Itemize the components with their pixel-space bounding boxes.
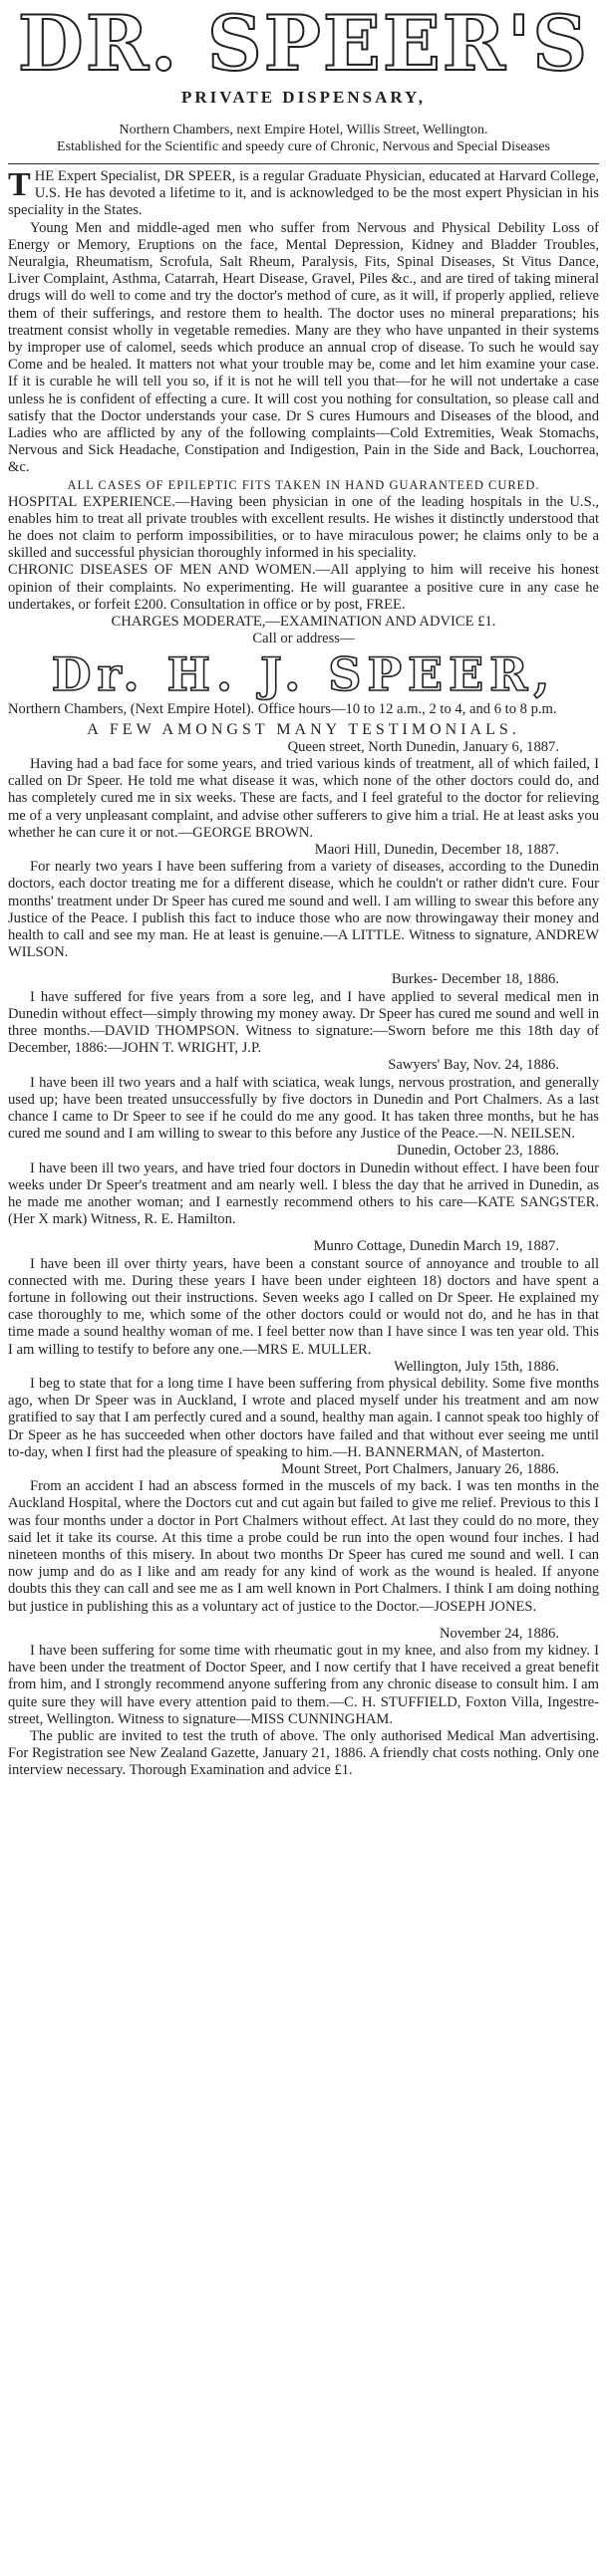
masthead-title: DR. SPEER'S <box>8 4 599 84</box>
address-line: Northern Chambers, next Empire Hotel, Willis Street, Wellington. <box>119 123 488 137</box>
testimonial-3: I have suffered for five years from a sore leg, and I have applied to several medical men in Dunedin without effect—simply throwing my money away. Dr Speer has cured me sound and well in three months.—DAVID THOMPSON. Witness to signature:—Sworn before me this 18th day of December, 1886:—JOHN T. WRIGHT, J.P. <box>8 988 599 1057</box>
chronic-paragraph: CHRONIC DISEASES OF MEN AND WOMEN.—All applying to him will receive his honest opinion of their complaints. No experimenting. He will guarantee a positive cure in any case he undertakes, or forfeit £200. Consultation in office or by post, FREE. <box>8 562 599 613</box>
testimonial-5-place: Dunedin, October 23, 1886. <box>397 1143 559 1159</box>
testimonial-6-place: Munro Cottage, Dunedin March 19, 1887. <box>313 1238 559 1255</box>
established-line: Established for the Scientific and speedy cure of Chronic, Nervous and Special Diseases <box>57 139 550 154</box>
advertisement-column <box>8 0 599 1780</box>
testimonial-7-place: Wellington, July 15th, 1886. <box>394 1358 559 1375</box>
testimonial-5: I have been ill two years, and have tried four doctors in Dunedin without effect. I have been four weeks under Dr Speer's treatment and am nearly well. I bless the day that he arrived in Dunedin, as he made me another woman; and I earnestly recommend others to his care—KATE SANGSTER. (Her X mark) Witness, R. E. Hamilton. <box>8 1159 599 1228</box>
call-line: Call or address— <box>252 631 355 647</box>
intro-paragraph <box>8 168 599 220</box>
testimonial-2-place: Maori Hill, Dunedin, December 18, 1887. <box>314 841 559 858</box>
testimonial-9: I have been suffering for some time with rheumatic gout in my knee, and also from my kidney. I have been under the treatment of Doctor Speer, and I now certify that I have received a great benefit from him, and I strongly recommend anyone suffering from any chronic disease to consult him. I am quite sure they will have every attention paid to them.—C. H. STUFFIELD, Foxton Villa, Ingestre-street, Wellington. Witness to signature—MISS CUNNINGHAM. <box>8 1643 599 1727</box>
office-hours: Northern Chambers, (Next Empire Hotel). Office hours—10 to 12 a.m., 2 to 4, and 6 to 8 p.m. <box>8 701 557 718</box>
testimonial-1: Having had a bad face for some years, and tried various kinds of treatment, all of which failed, I called on Dr Speer. He told me what disease it was, which none of the other doctors could do, and has completely cured me in six weeks. These are facts, and I feel grateful to the doctor for relieving me of a very unpleasant complaint, and advise other sufferers to give him a trial. He at least asks you whether he can cure it or not.—GEORGE BROWN. <box>8 755 599 841</box>
charges-line: CHARGES MODERATE,—EXAMINATION AND ADVICE £1. <box>111 614 496 631</box>
testimonial-8: From an accident I had an abscess formed in the muscels of my back. I was ten months in the Auckland Hospital, where the Doctors cut and cut again but failed to give me relief. Previous to this I was four months under a doctor in Port Chalmers without effect. At last they could do no more, they said let it take its course. At this time a probe could be run into the open wound four inches. I had nineteen months of this misery. In about two months Dr Speer has cured me sound and well. I can now jump and do as I like and am ready for any kind of work as the wound is healed. If anyone doubts this they can call and see me as I am well known in Port Chalmers. I think I am doing nothing but justice in publishing this as a voluntary act of justice to the Doctor.—JOSEPH JONES. <box>8 1478 599 1615</box>
testimonials-heading: A FEW AMONGST MANY TESTIMONIALS. <box>87 720 520 738</box>
testimonial-6: I have been ill over thirty years, have been a constant source of annoyance and trouble to all connected with me. During these years I have been under eighteen 18) doctors and have spent a fortune in following out their instructions. Seven weeks ago I called on Dr Speer. He explained my case thoroughly to me, which some of the other doctors could or would not do, and he has in that time made a sound healthy woman of me. I feel better now than I have since I was ten year old. This I am willing to testify to before any one.—MRS E. MULLER. <box>8 1255 599 1358</box>
testimonial-2: For nearly two years I have been suffering from a variety of diseases, according to the Dunedin doctors, each doctor treating me for a different disease, which he couldn't or rather didn't cure. Four months' treatment under Dr Speer has cured me sound and well. I am willing to swear this before any Justice of the Peace. I publish this fact to induce those who are now throwingaway their money and health to call and see my man. He at least is genuine.—A LITTLE. Witness to signature, ANDREW WILSON. <box>8 859 599 961</box>
testimonial-8-place: Mount Street, Port Chalmers, January 26, 1886. <box>281 1461 559 1478</box>
divider <box>8 163 599 164</box>
subtitle: PRIVATE DISPENSARY, <box>180 88 427 107</box>
testimonial-1-place: Queen street, North Dunedin, January 6, 1887. <box>287 738 559 755</box>
conditions-paragraph: Young Men and middle-aged men who suffer from Nervous and Physical Debility Loss of Energy or Memory, Eruptions on the face, Mental Depression, Kidney and Bladder Troubles, Neuralgia, Rheumatism, Scrofula, Salt Rheum, Paralysis, Fits, Spinal Diseases, St Vitus Dance, Liver Complaint, Asthma, Catarrah, Heart Disease, Gravel, Piles &c., and are tired of taking mineral drugs will do well to come and try the doctor's method of cure, as it will, if properly applied, relieve them of their sufferings, and restore them to health. The doctor uses no mineral preparations; his treatment consist wholly in vegetable remedies. Many are they who have unpanted in their systems by improper use of calomel, seeds which produce an annual crop of disease. To such he would say Come and be healed. It matters not what your trouble may be, come and let him examine your case. If it is curable he will tell you so, if it is not he will tell you that—for he will not undertake a case unless he is confident of effecting a cure. It will cost you nothing for consultation, so please call and satisfy that the Doctor understands your case. Dr S cures Humours and Diseases of the blood, and Ladies who are afflicted by any of the following complaints—Cold Extremities, Weak Stomachs, Nervous and Sick Headache, Constipation and Indigestion, Pain in the Side and Back, Louchorrea, &c. <box>8 219 599 476</box>
testimonial-4: I have been ill two years and a half with sciatica, weak lungs, nervous prostration, and generally used up; have been treated unsuccessfully by five doctors in Dunedin and Port Chalmers. As a last chance I came to Dr Speer to see if he could do me any good. It has taken three months, but he has cured me sound and I am willing to swear to this before any Justice of the Peace.—N. NEILSEN. <box>8 1074 599 1143</box>
testimonial-3-place: Burkes- December 18, 1886. <box>391 971 559 988</box>
hospital-paragraph: HOSPITAL EXPERIENCE.—Having been physician in one of the leading hospitals in the U.S., enables him to treat all private troubles with excellent results. He wishes it distinctly understood that he does not claim to perform impossibilities, or to have miraculous power; he claims only to be a skilled and successful physician thoroughly informed in his speciality. <box>8 493 599 562</box>
drop-cap: T <box>8 166 31 203</box>
testimonial-4-place: Sawyers' Bay, Nov. 24, 1886. <box>388 1057 559 1074</box>
intro-text: HE Expert Specialist, DR SPEER, is a regular Graduate Physician, educated at Harvard College, U.S. He has devoted a lifetime to it, and is acknowledged to be the most expert Physician in his speciality in the States. <box>8 168 599 219</box>
testimonial-9-place: November 24, 1886. <box>440 1625 559 1642</box>
epilepsy-notice: ALL CASES OF EPILEPTIC FITS TAKEN IN HAND GUARANTEED CURED. <box>67 477 540 492</box>
testimonial-7: I beg to state that for a long time I have been suffering from physical debility. Some five months ago, when Dr Speer was in Auckland, I wrote and placed myself under his treatment and am now gratified to say that I am perfectly cured and a sound, healthy man again. I cannot speak too highly of Dr Speer as he has succeeded when other doctors have failed and that without ever seeing me until to-day, when I first had the pleasure of speaking to him.—H. BANNERMAN, of Masterton. <box>8 1376 599 1460</box>
doctor-name: Dr. H. J. SPEER, <box>51 647 556 702</box>
closing-paragraph: The public are invited to test the truth of above. The only authorised Medical Man advertising. For Registration see New Zealand Gazette, January 21, 1886. A friendly chat costs nothing. Only one interview necessary. Thorough Examination and advice £1. <box>8 1728 599 1779</box>
